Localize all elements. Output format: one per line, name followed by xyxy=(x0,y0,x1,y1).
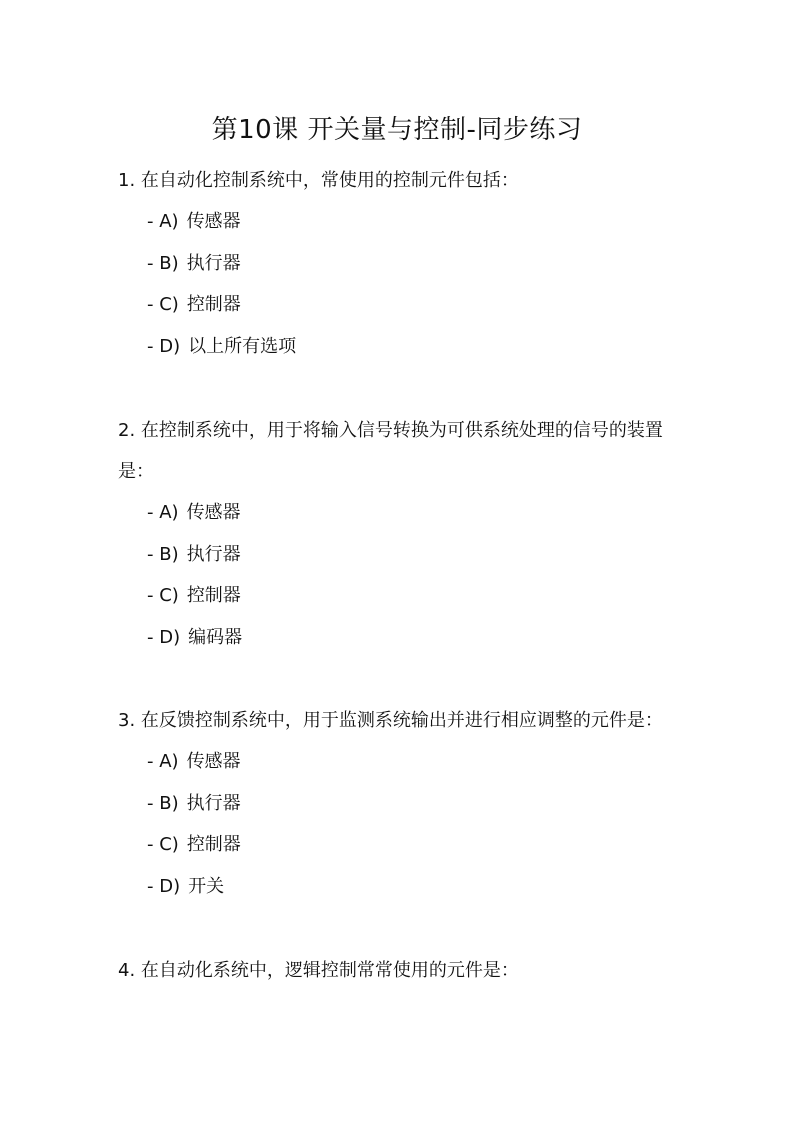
option-text: 执行器 xyxy=(186,543,241,565)
option-prefix: - A) xyxy=(147,751,179,772)
page-title: 第10课 开关量与控制-同步练习 xyxy=(211,115,583,145)
option-prefix: - B) xyxy=(147,252,179,274)
question-text: 2. 在控制系统中，用于将输入信号转换为可供系统处理的信号的装置是： xyxy=(118,420,663,482)
option-prefix: - B) xyxy=(147,792,179,814)
option-text: 开关 xyxy=(188,875,225,897)
option-d xyxy=(147,326,688,368)
option-list xyxy=(118,492,688,658)
option-text: 传感器 xyxy=(186,211,241,232)
option-text: 控制器 xyxy=(186,585,241,606)
option-text: 执行器 xyxy=(186,792,241,814)
option-prefix: - A) xyxy=(147,211,179,232)
option-prefix: - B) xyxy=(147,543,179,565)
option-d xyxy=(147,617,688,659)
option-a xyxy=(147,201,688,243)
option-text: 执行器 xyxy=(186,252,241,274)
question-3 xyxy=(118,700,688,907)
option-prefix: - D) xyxy=(147,335,181,357)
option-text: 控制器 xyxy=(186,294,241,315)
option-text: 传感器 xyxy=(186,751,241,772)
question-text: 1. 在自动化控制系统中，常使用的控制元件包括： xyxy=(118,170,519,191)
option-list xyxy=(118,741,688,907)
option-text: 传感器 xyxy=(186,502,241,523)
option-prefix: - D) xyxy=(147,626,181,648)
option-prefix: - C) xyxy=(147,294,179,315)
option-c xyxy=(147,824,688,866)
option-text: 控制器 xyxy=(186,834,241,855)
question-text: 3. 在反馈控制系统中，用于监测系统输出并进行相应调整的元件是： xyxy=(118,710,663,731)
option-text: 编码器 xyxy=(188,626,243,648)
option-b xyxy=(147,534,688,576)
option-d xyxy=(147,866,688,908)
option-b xyxy=(147,243,688,285)
question-text: 4. 在自动化系统中，逻辑控制常常使用的元件是： xyxy=(118,960,519,981)
option-list xyxy=(118,201,688,367)
option-prefix: - D) xyxy=(147,875,181,897)
question-2 xyxy=(118,410,688,658)
option-a xyxy=(147,492,688,534)
option-c xyxy=(147,575,688,617)
option-b xyxy=(147,783,688,825)
question-4 xyxy=(118,950,688,991)
option-prefix: - C) xyxy=(147,834,179,855)
option-text: 以上所有选项 xyxy=(188,335,297,357)
option-prefix: - C) xyxy=(147,585,179,606)
question-1 xyxy=(118,160,688,367)
option-prefix: - A) xyxy=(147,502,179,523)
option-c xyxy=(147,284,688,326)
option-a xyxy=(147,741,688,783)
